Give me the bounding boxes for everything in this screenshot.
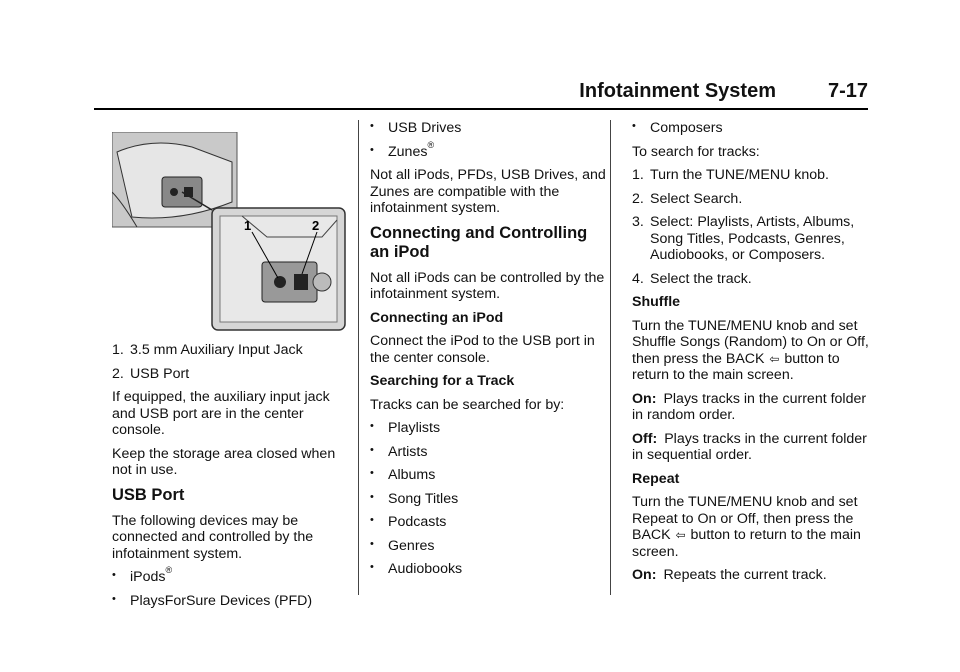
subheading: Connecting an iPod: [370, 309, 504, 326]
page-number: 7-17: [827, 80, 868, 102]
paragraph: Connect the iPod to the USB port in the center console.: [370, 333, 595, 366]
paragraph: The following devices may be connected and controlled by the infotainment system.: [112, 512, 314, 562]
list-item: • Podcasts: [370, 514, 606, 531]
paragraph: If equipped, the auxiliary input jack and USB port are in the center console.: [112, 389, 330, 438]
subheading: Shuffle: [632, 294, 681, 310]
list-item: • Song Titles: [370, 491, 606, 508]
section-title: Infotainment System: [579, 80, 776, 102]
paragraph: Turn the TUNE/MENU knob and set Shuffle Songs (Random) to On or Off, then press the BACK ⇦ button to return to the main screen.: [632, 317, 869, 383]
page-header: [579, 80, 868, 108]
list-item: • Albums: [370, 467, 606, 484]
caption-item: 1. 3.5 mm Auxiliary Input Jack: [112, 342, 303, 358]
back-arrow-icon: ⇦: [675, 528, 686, 542]
list-item: • iPods®: [112, 569, 352, 586]
list-item: • Genres: [370, 538, 606, 555]
usb-aux-illustration: [112, 132, 347, 332]
paragraph: Not all iPods can be controlled by the infotainment system.: [370, 269, 605, 302]
subheading: Searching for a Track: [370, 373, 515, 389]
column-3: [632, 120, 872, 591]
column-2: [370, 120, 606, 585]
subheading: Repeat: [632, 470, 680, 487]
caption-item: 2. USB Port: [112, 365, 190, 382]
step-item: 1. Turn the TUNE/MENU knob.: [632, 167, 829, 183]
paragraph: To search for tracks:: [632, 143, 760, 160]
step-item: 4. Select the track.: [632, 270, 752, 287]
list-item: • USB Drives: [370, 120, 606, 137]
section-heading: Connecting and Controlling an iPod: [370, 223, 588, 261]
step-item: 3. Select: Playlists, Artists, Albums, Song Titles, Podcasts, Genres, Audiobooks, or Composers.: [632, 214, 855, 263]
console-figure: [112, 132, 347, 332]
definition: On: Plays tracks in the current folder in random order.: [632, 390, 867, 423]
back-arrow-icon: ⇦: [769, 351, 780, 366]
paragraph: Keep the storage area closed when not in use.: [112, 445, 336, 478]
list-item: • Audiobooks: [370, 561, 606, 578]
list-item: • Playlists: [370, 420, 606, 437]
definition: On: Repeats the current track.: [632, 567, 827, 583]
column-1: [112, 120, 352, 616]
list-item: • Artists: [370, 444, 606, 461]
list-item: • Zunes®: [370, 144, 606, 161]
header-rule: [94, 108, 868, 110]
section-heading: USB Port: [112, 485, 185, 504]
callout-2: 2: [312, 218, 320, 233]
paragraph: Not all iPods, PFDs, USB Drives, and Zunes are compatible with the infotainment system.: [370, 167, 606, 216]
list-item: • PlaysForSure Devices (PFD): [112, 593, 352, 610]
callout-1: 1: [244, 218, 252, 233]
list-item: • Composers: [632, 120, 872, 137]
column-divider: [610, 120, 611, 595]
column-divider: [358, 120, 359, 595]
definition: Off: Plays tracks in the current folder in sequential order.: [632, 430, 867, 463]
paragraph: Turn the TUNE/MENU knob and set Repeat to On or Off, then press the BACK ⇦ button to return to the main screen.: [632, 494, 861, 560]
step-item: 2. Select Search.: [632, 190, 743, 207]
paragraph: Tracks can be searched for by:: [370, 396, 565, 413]
